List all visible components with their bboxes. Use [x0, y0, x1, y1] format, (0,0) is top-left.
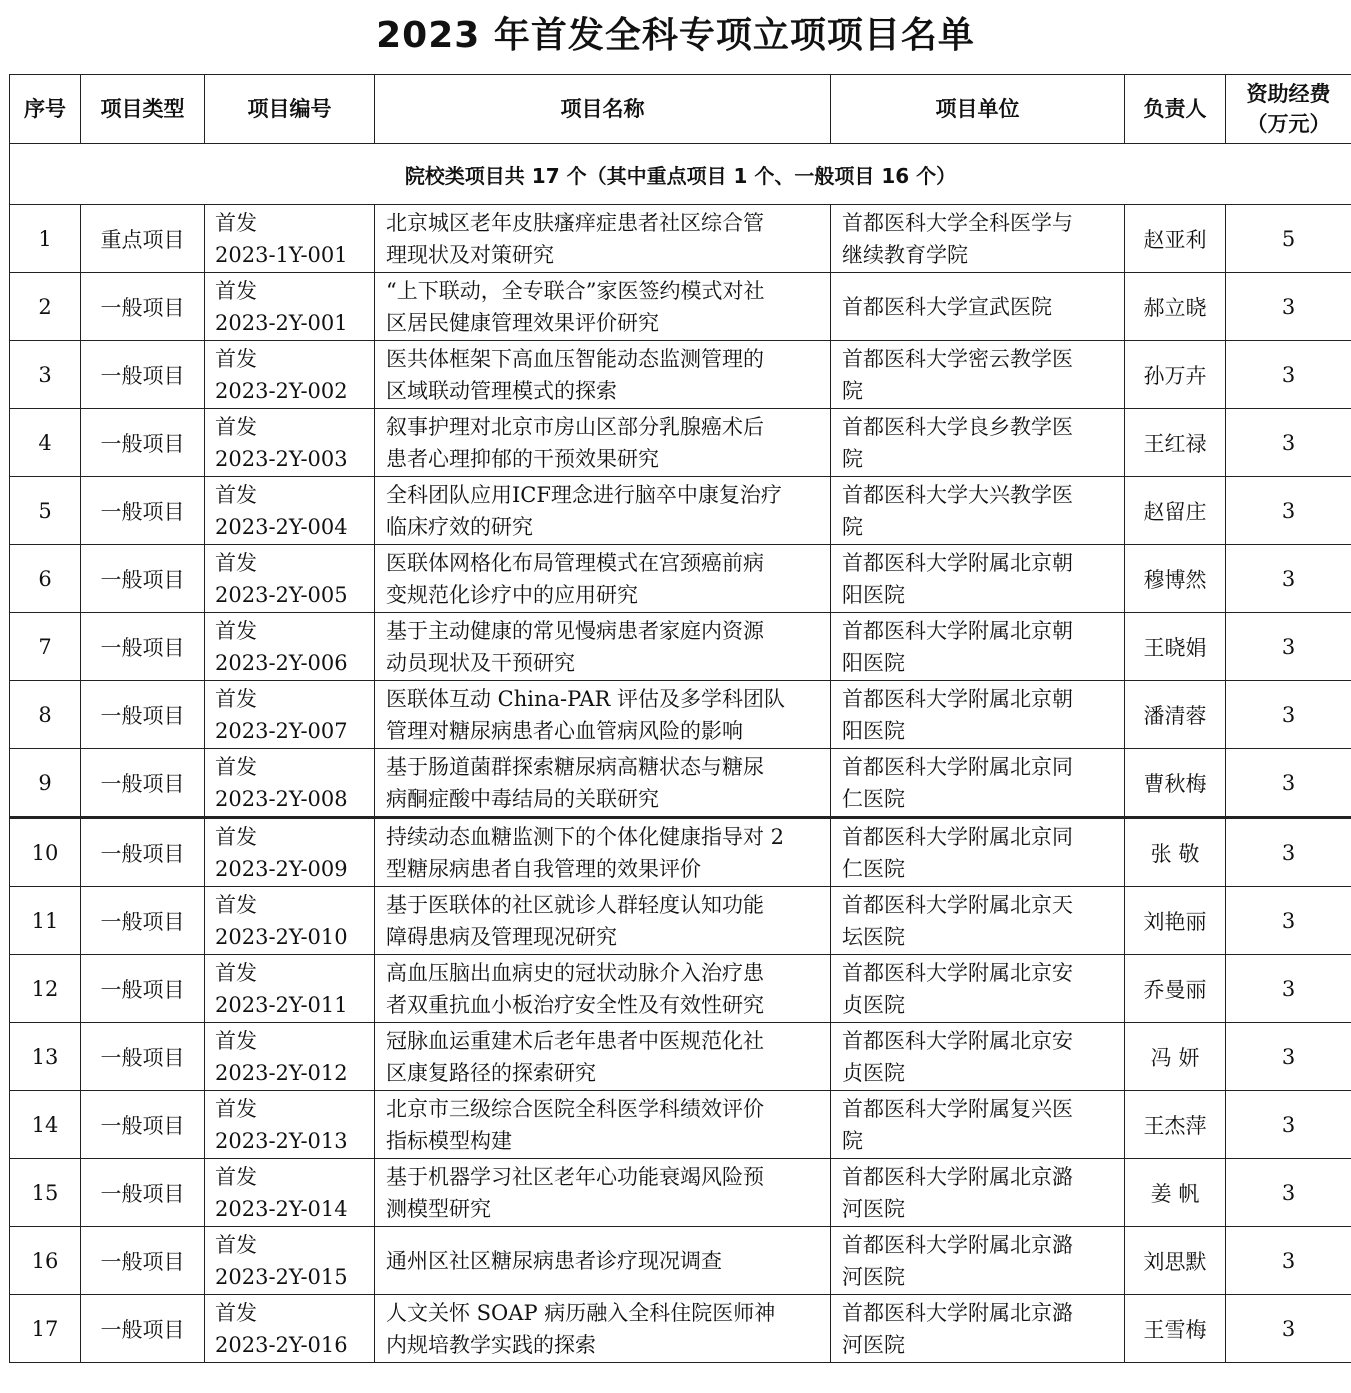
project-name — [375, 887, 831, 955]
project-code — [205, 681, 375, 749]
project-code-line1: 首发 — [215, 346, 257, 371]
project-name-line2: 障碍患病及管理现况研究 — [386, 924, 617, 949]
project-name-line1: 人文关怀 SOAP 病历融入全科住院医师神 — [386, 1300, 776, 1325]
project-code-line1: 首发 — [215, 414, 257, 439]
project-name-line2: 区域联动管理模式的探索 — [386, 378, 617, 403]
project-type: 一般项目 — [81, 749, 205, 818]
table-row — [10, 205, 1351, 273]
project-name-line2: 区居民健康管理效果评价研究 — [386, 310, 659, 335]
project-leader: 郝立晓 — [1125, 273, 1226, 341]
project-name-line1: 基于主动健康的常见慢病患者家庭内资源 — [386, 618, 764, 643]
header-person: 负责人 — [1125, 75, 1226, 144]
project-name-line1: 基于机器学习社区老年心功能衰竭风险预 — [386, 1164, 764, 1189]
project-type: 一般项目 — [81, 409, 205, 477]
project-unit — [831, 545, 1125, 613]
table-row — [10, 1159, 1351, 1227]
project-unit-line2: 仁医院 — [842, 786, 905, 811]
project-code-line1: 首发 — [215, 1028, 257, 1053]
project-code — [205, 887, 375, 955]
funding-amount: 3 — [1226, 613, 1351, 681]
project-code — [205, 955, 375, 1023]
project-name-line1: 叙事护理对北京市房山区部分乳腺癌术后 — [386, 414, 764, 439]
project-code — [205, 273, 375, 341]
project-name — [375, 1023, 831, 1091]
project-code-line1: 首发 — [215, 1232, 257, 1257]
project-type: 一般项目 — [81, 341, 205, 409]
project-name-line2: 型糖尿病患者自我管理的效果评价 — [386, 856, 701, 881]
project-name — [375, 545, 831, 613]
project-code-line1: 首发 — [215, 210, 257, 235]
group-label: 院校类项目共 17 个（其中重点项目 1 个、一般项目 16 个） — [10, 144, 1351, 205]
project-name-line2: 病酮症酸中毒结局的关联研究 — [386, 786, 659, 811]
project-leader: 张 敬 — [1125, 818, 1226, 887]
project-type: 一般项目 — [81, 1295, 205, 1363]
row-number: 6 — [10, 545, 81, 613]
row-number: 15 — [10, 1159, 81, 1227]
table-row — [10, 341, 1351, 409]
project-code-line1: 首发 — [215, 618, 257, 643]
project-unit-line2: 院 — [842, 514, 863, 539]
project-code — [205, 1227, 375, 1295]
project-type: 一般项目 — [81, 1227, 205, 1295]
project-name-line1: 持续动态血糖监测下的个体化健康指导对 2 — [386, 824, 785, 849]
row-number: 5 — [10, 477, 81, 545]
table-row — [10, 1227, 1351, 1295]
project-type: 一般项目 — [81, 1159, 205, 1227]
project-unit-line1: 首都医科大学大兴教学医 — [842, 482, 1073, 507]
project-unit — [831, 613, 1125, 681]
project-code-line1: 首发 — [215, 278, 257, 303]
project-code-line2: 2023-2Y-002 — [215, 378, 348, 403]
project-leader: 赵留庄 — [1125, 477, 1226, 545]
row-number: 14 — [10, 1091, 81, 1159]
project-code-line1: 首发 — [215, 1300, 257, 1325]
project-unit-line1: 首都医科大学附属北京朝 — [842, 550, 1073, 575]
project-unit — [831, 818, 1125, 887]
project-code-line1: 首发 — [215, 550, 257, 575]
project-leader: 曹秋梅 — [1125, 749, 1226, 818]
project-unit-line2: 阳医院 — [842, 650, 905, 675]
row-number: 3 — [10, 341, 81, 409]
project-unit-line1: 首都医科大学附属北京潞 — [842, 1232, 1073, 1257]
header-name: 项目名称 — [375, 75, 831, 144]
header-fund-line1: 资助经费 — [1246, 82, 1331, 106]
table-row — [10, 818, 1351, 887]
project-name — [375, 341, 831, 409]
project-name-line2: 管理对糖尿病患者心血管病风险的影响 — [386, 718, 743, 743]
project-name — [375, 1295, 831, 1363]
project-name-line1: 全科团队应用ICF理念进行脑卒中康复治疗 — [386, 482, 782, 507]
project-code-line2: 2023-2Y-015 — [215, 1264, 348, 1289]
project-code-line2: 2023-1Y-001 — [215, 242, 348, 267]
project-unit-line1: 首都医科大学附属北京安 — [842, 960, 1073, 985]
project-unit — [831, 1295, 1125, 1363]
project-name — [375, 477, 831, 545]
funding-amount: 3 — [1226, 341, 1351, 409]
project-name — [375, 955, 831, 1023]
funding-amount: 3 — [1226, 409, 1351, 477]
project-unit — [831, 273, 1125, 341]
row-number: 2 — [10, 273, 81, 341]
project-unit-line2: 河医院 — [842, 1264, 905, 1289]
table-row — [10, 887, 1351, 955]
project-name-line1: 高血压脑出血病史的冠状动脉介入治疗患 — [386, 960, 764, 985]
project-code-line2: 2023-2Y-011 — [215, 992, 348, 1017]
row-number: 12 — [10, 955, 81, 1023]
table-body — [10, 205, 1351, 1363]
project-unit — [831, 1023, 1125, 1091]
project-name — [375, 681, 831, 749]
project-unit-line2: 河医院 — [842, 1196, 905, 1221]
project-leader: 潘清蓉 — [1125, 681, 1226, 749]
project-unit — [831, 887, 1125, 955]
project-list-table — [9, 74, 1351, 1363]
project-leader: 王雪梅 — [1125, 1295, 1226, 1363]
project-name-line1: 通州区社区糖尿病患者诊疗现况调查 — [386, 1248, 722, 1273]
project-name-line2: 患者心理抑郁的干预效果研究 — [386, 446, 659, 471]
project-code — [205, 1159, 375, 1227]
project-code-line2: 2023-2Y-016 — [215, 1332, 348, 1357]
project-type: 一般项目 — [81, 681, 205, 749]
funding-amount: 3 — [1226, 955, 1351, 1023]
project-code-line1: 首发 — [215, 960, 257, 985]
project-code — [205, 409, 375, 477]
project-type: 一般项目 — [81, 613, 205, 681]
project-name-line2: 动员现状及干预研究 — [386, 650, 575, 675]
funding-amount: 3 — [1226, 681, 1351, 749]
project-leader: 孙万卉 — [1125, 341, 1226, 409]
project-code-line2: 2023-2Y-009 — [215, 856, 348, 881]
project-type: 一般项目 — [81, 887, 205, 955]
project-unit-line2: 院 — [842, 446, 863, 471]
project-name — [375, 273, 831, 341]
project-name-line1: “上下联动，全专联合”家医签约模式对社 — [386, 278, 765, 303]
project-name-line1: 基于医联体的社区就诊人群轻度认知功能 — [386, 892, 764, 917]
project-code — [205, 749, 375, 818]
project-code — [205, 205, 375, 273]
row-number: 4 — [10, 409, 81, 477]
project-code-line2: 2023-2Y-012 — [215, 1060, 348, 1085]
project-unit-line1: 首都医科大学附属北京潞 — [842, 1300, 1073, 1325]
project-leader: 赵亚利 — [1125, 205, 1226, 273]
project-leader: 冯 妍 — [1125, 1023, 1226, 1091]
project-code-line1: 首发 — [215, 754, 257, 779]
project-name — [375, 749, 831, 818]
table-row — [10, 477, 1351, 545]
project-name — [375, 205, 831, 273]
project-code — [205, 818, 375, 887]
project-unit-line1: 首都医科大学附属复兴医 — [842, 1096, 1073, 1121]
project-leader: 穆博然 — [1125, 545, 1226, 613]
project-type: 一般项目 — [81, 273, 205, 341]
row-number: 11 — [10, 887, 81, 955]
funding-amount: 3 — [1226, 1159, 1351, 1227]
row-number: 10 — [10, 818, 81, 887]
project-name-line1: 医共体框架下高血压智能动态监测管理的 — [386, 346, 764, 371]
project-unit — [831, 1091, 1125, 1159]
project-name — [375, 1091, 831, 1159]
project-name — [375, 409, 831, 477]
funding-amount: 3 — [1226, 818, 1351, 887]
project-unit — [831, 681, 1125, 749]
project-type: 一般项目 — [81, 818, 205, 887]
project-code — [205, 1295, 375, 1363]
row-number: 8 — [10, 681, 81, 749]
project-name — [375, 818, 831, 887]
project-unit-line1: 首都医科大学附属北京朝 — [842, 618, 1073, 643]
project-unit-line2: 仁医院 — [842, 856, 905, 881]
project-unit-line1: 首都医科大学附属北京天 — [842, 892, 1073, 917]
project-unit-line1: 首都医科大学附属北京朝 — [842, 686, 1073, 711]
project-name-line2: 测模型研究 — [386, 1196, 491, 1221]
row-number: 13 — [10, 1023, 81, 1091]
row-number: 9 — [10, 749, 81, 818]
project-name — [375, 1159, 831, 1227]
project-name — [375, 613, 831, 681]
project-code — [205, 341, 375, 409]
project-unit-line2: 坛医院 — [842, 924, 905, 949]
project-unit — [831, 955, 1125, 1023]
funding-amount: 3 — [1226, 545, 1351, 613]
project-name-line2: 理现状及对策研究 — [386, 242, 554, 267]
table-row — [10, 273, 1351, 341]
header-fund — [1226, 75, 1351, 144]
project-leader: 乔曼丽 — [1125, 955, 1226, 1023]
project-leader: 姜 帆 — [1125, 1159, 1226, 1227]
project-code-line2: 2023-2Y-010 — [215, 924, 348, 949]
funding-amount: 3 — [1226, 477, 1351, 545]
project-unit-line2: 阳医院 — [842, 718, 905, 743]
table-row — [10, 955, 1351, 1023]
header-no: 序号 — [10, 75, 81, 144]
table-row — [10, 409, 1351, 477]
project-code-line1: 首发 — [215, 1164, 257, 1189]
table-row — [10, 749, 1351, 818]
project-unit-line2: 院 — [842, 378, 863, 403]
project-unit-line1: 首都医科大学密云教学医 — [842, 346, 1073, 371]
row-number: 17 — [10, 1295, 81, 1363]
project-name-line2: 指标模型构建 — [386, 1128, 512, 1153]
header-fund-line2: （万元） — [1246, 112, 1331, 136]
project-unit — [831, 477, 1125, 545]
project-unit-line1: 首都医科大学良乡教学医 — [842, 414, 1073, 439]
funding-amount: 3 — [1226, 1227, 1351, 1295]
funding-amount: 3 — [1226, 273, 1351, 341]
funding-amount: 3 — [1226, 1295, 1351, 1363]
project-name-line1: 医联体互动 China-PAR 评估及多学科团队 — [386, 686, 785, 711]
project-name-line2: 区康复路径的探索研究 — [386, 1060, 596, 1085]
project-unit-line2: 河医院 — [842, 1332, 905, 1357]
project-unit-line1: 首都医科大学附属北京同 — [842, 754, 1073, 779]
project-type: 一般项目 — [81, 1091, 205, 1159]
funding-amount: 3 — [1226, 1023, 1351, 1091]
project-code — [205, 1091, 375, 1159]
project-name-line1: 冠脉血运重建术后老年患者中医规范化社 — [386, 1028, 764, 1053]
table-row — [10, 1091, 1351, 1159]
project-unit-line1: 首都医科大学全科医学与 — [842, 210, 1073, 235]
project-unit — [831, 1227, 1125, 1295]
project-type: 一般项目 — [81, 955, 205, 1023]
project-unit-line1: 首都医科大学附属北京潞 — [842, 1164, 1073, 1189]
project-leader: 刘思默 — [1125, 1227, 1226, 1295]
project-name-line2: 临床疗效的研究 — [386, 514, 533, 539]
funding-amount: 5 — [1226, 205, 1351, 273]
funding-amount: 3 — [1226, 1091, 1351, 1159]
project-code-line1: 首发 — [215, 824, 257, 849]
project-leader: 王晓娟 — [1125, 613, 1226, 681]
project-code — [205, 613, 375, 681]
project-code-line1: 首发 — [215, 892, 257, 917]
project-leader: 王红禄 — [1125, 409, 1226, 477]
project-type: 一般项目 — [81, 477, 205, 545]
project-code-line2: 2023-2Y-008 — [215, 786, 348, 811]
project-code-line2: 2023-2Y-005 — [215, 582, 348, 607]
funding-amount: 3 — [1226, 749, 1351, 818]
row-number: 1 — [10, 205, 81, 273]
header-code: 项目编号 — [205, 75, 375, 144]
project-code-line2: 2023-2Y-014 — [215, 1196, 348, 1221]
table-row — [10, 1023, 1351, 1091]
project-unit — [831, 205, 1125, 273]
project-code — [205, 545, 375, 613]
project-unit-line2: 继续教育学院 — [842, 242, 968, 267]
project-unit — [831, 409, 1125, 477]
project-unit — [831, 749, 1125, 818]
project-unit-line1: 首都医科大学附属北京同 — [842, 824, 1073, 849]
project-code-line1: 首发 — [215, 482, 257, 507]
table-row — [10, 681, 1351, 749]
project-code-line2: 2023-2Y-013 — [215, 1128, 348, 1153]
header-row — [10, 75, 1351, 144]
project-name-line1: 基于肠道菌群探索糖尿病高糖状态与糖尿 — [386, 754, 764, 779]
project-type: 一般项目 — [81, 545, 205, 613]
project-unit-line2: 贞医院 — [842, 1060, 905, 1085]
project-unit — [831, 1159, 1125, 1227]
project-code — [205, 477, 375, 545]
project-code-line2: 2023-2Y-001 — [215, 310, 348, 335]
project-code-line2: 2023-2Y-007 — [215, 718, 348, 743]
project-name-line2: 变规范化诊疗中的应用研究 — [386, 582, 638, 607]
project-code-line2: 2023-2Y-006 — [215, 650, 348, 675]
project-unit-line2: 贞医院 — [842, 992, 905, 1017]
project-name-line1: 北京城区老年皮肤瘙痒症患者社区综合管 — [386, 210, 764, 235]
project-name-line1: 北京市三级综合医院全科医学科绩效评价 — [386, 1096, 764, 1121]
row-number: 7 — [10, 613, 81, 681]
project-name-line2: 者双重抗血小板治疗安全性及有效性研究 — [386, 992, 764, 1017]
project-name-line2: 内规培教学实践的探索 — [386, 1332, 596, 1357]
table-row — [10, 545, 1351, 613]
row-number: 16 — [10, 1227, 81, 1295]
project-code-line1: 首发 — [215, 686, 257, 711]
project-code-line1: 首发 — [215, 1096, 257, 1121]
project-unit — [831, 341, 1125, 409]
project-unit-line1: 首都医科大学宣武医院 — [842, 294, 1052, 319]
project-code-line2: 2023-2Y-004 — [215, 514, 348, 539]
project-code — [205, 1023, 375, 1091]
project-leader: 王杰萍 — [1125, 1091, 1226, 1159]
table-row — [10, 613, 1351, 681]
header-unit: 项目单位 — [831, 75, 1125, 144]
project-name-line1: 医联体网格化布局管理模式在宫颈癌前病 — [386, 550, 764, 575]
table-row — [10, 1295, 1351, 1363]
group-row — [10, 144, 1351, 205]
funding-amount: 3 — [1226, 887, 1351, 955]
project-unit-line2: 阳医院 — [842, 582, 905, 607]
header-type: 项目类型 — [81, 75, 205, 144]
project-type: 一般项目 — [81, 1023, 205, 1091]
project-unit-line1: 首都医科大学附属北京安 — [842, 1028, 1073, 1053]
project-unit-line2: 院 — [842, 1128, 863, 1153]
project-name — [375, 1227, 831, 1295]
project-type: 重点项目 — [81, 205, 205, 273]
project-code-line2: 2023-2Y-003 — [215, 446, 348, 471]
project-leader: 刘艳丽 — [1125, 887, 1226, 955]
document-title: 2023 年首发全科专项立项项目名单 — [376, 15, 975, 56]
